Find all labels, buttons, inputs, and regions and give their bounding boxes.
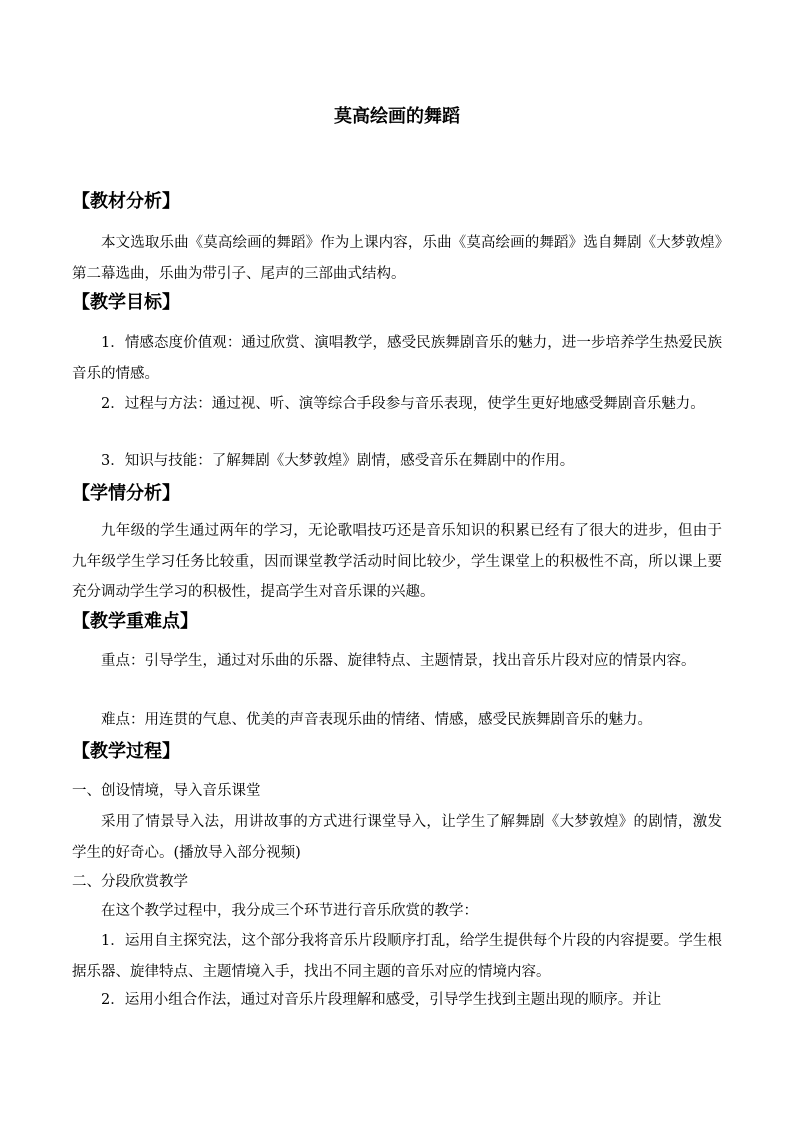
material-analysis-paragraph: 本文选取乐曲《莫高绘画的舞蹈》作为上课内容，乐曲《莫高绘画的舞蹈》选自舞剧《大梦敦煌》第二幕选曲，乐曲为带引子、尾声的三部曲式结构。 [72,235,722,282]
teaching-goal-item: 3．知识与技能：了解舞剧《大梦敦煌》剧情，感受音乐在舞剧中的作用。 [101,453,575,469]
teaching-goal-item: 1．情感态度价值观：通过欣赏、演唱教学，感受民族舞剧音乐的魅力，进一步培养学生热爱民族音乐的情感。 [72,335,722,382]
key-point-item: 难点：用连贯的气息、优美的声音表现乐曲的情绪、情感，感受民族舞剧音乐的魅力。 [101,712,652,728]
process-step2-intro: 在这个教学过程中，我分成三个环节进行音乐欣赏的教学： [101,903,478,919]
key-point-item: 重点：引导学生，通过对乐曲的乐器、旋律特点、主题情景，找出音乐片段对应的情景内容。 [101,653,696,669]
teaching-goal-item: 2．过程与方法：通过视、听、演等综合手段参与音乐表现，使学生更好地感受舞剧音乐魅力。 [101,396,705,412]
heading-key-points: 【教学重难点】 [72,611,198,632]
process-step2-item: 1．运用自主探究法，这个部分我将音乐片段顺序打乱，给学生提供每个片段的内容提要。学生根据乐器、旋律特点、主题情境入手，找出不同主题的音乐对应的情境内容。 [72,933,722,980]
process-step1-text: 采用了情景导入法，用讲故事的方式进行课堂导入，让学生了解舞剧《大梦敦煌》的剧情，激发学生的好奇心。(播放导入部分视频) [72,814,722,861]
heading-teaching-process: 【教学过程】 [72,741,180,762]
heading-student-analysis: 【学情分析】 [72,483,180,504]
process-step1-title: 一、创设情境，导入音乐课堂 [72,783,261,799]
process-step2-title: 二、分段欣赏教学 [72,874,188,890]
process-step2-item: 2．运用小组合作法，通过对音乐片段理解和感受，引导学生找到主题出现的顺序。并让 [101,992,662,1008]
student-analysis-paragraph: 九年级的学生通过两年的学习，无论歌唱技巧还是音乐知识的积累已经有了很大的进步，但由于九年级学生学习任务比较重，因而课堂教学活动时间比较少，学生课堂上的积极性不高，所以课上要充分调动学生学习的积极性，提高学生对音乐课的兴趣。 [72,523,722,600]
heading-material-analysis: 【教材分析】 [72,191,180,212]
document-title: 莫高绘画的舞蹈 [334,106,460,127]
heading-teaching-goals: 【教学目标】 [72,292,180,313]
